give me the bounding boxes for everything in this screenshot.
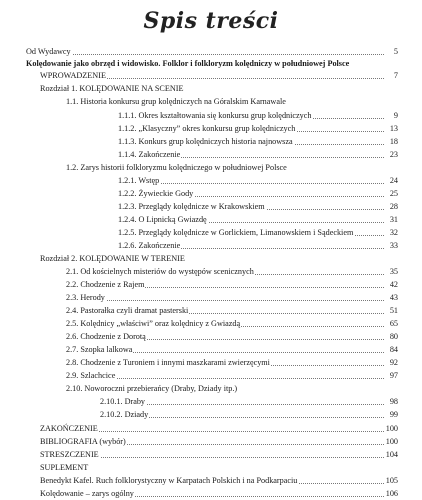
toc-entry-page: 5 bbox=[393, 47, 398, 56]
dot-leader bbox=[70, 292, 384, 301]
toc-entry-page: 13 bbox=[389, 124, 398, 133]
toc-entry bbox=[0, 162, 398, 173]
toc-entry-title: 1.2.4. O Lipnicką Gwiazdę bbox=[118, 215, 207, 224]
toc-entry-page: 100 bbox=[385, 437, 398, 446]
toc-entry-title: 1.2.2. Żywieckie Gody bbox=[118, 189, 194, 198]
toc-entry bbox=[0, 449, 398, 460]
toc-entry-page: 100 bbox=[385, 424, 398, 433]
toc-entry bbox=[0, 58, 398, 69]
toc-entry-title: Rozdział 2. KOLĘDOWANIE W TERENIE bbox=[40, 254, 185, 263]
toc-entry-page: 98 bbox=[389, 397, 398, 406]
toc-entry bbox=[0, 318, 398, 329]
toc-entry bbox=[0, 292, 398, 303]
toc-entry bbox=[0, 188, 398, 199]
toc-entry-title: WPROWADZENIE bbox=[40, 71, 106, 80]
toc-entry bbox=[0, 96, 398, 107]
toc-entry bbox=[0, 409, 398, 420]
toc-entry bbox=[0, 357, 398, 368]
toc-entry bbox=[0, 436, 398, 447]
dot-leader bbox=[70, 370, 384, 379]
toc-entry-page: 65 bbox=[389, 319, 398, 328]
toc-entry-title: 1.1.2. „Klasyczny” okres konkursu grup kolędniczych bbox=[118, 124, 296, 133]
toc-entry bbox=[0, 136, 398, 147]
toc-entry-page: 18 bbox=[389, 137, 398, 146]
toc-entry-page: 80 bbox=[389, 332, 398, 341]
toc-entry-page: 42 bbox=[389, 280, 398, 289]
toc-entry-title: 1.1.3. Konkurs grup kolędniczych historia najnowsza bbox=[118, 137, 293, 146]
toc-entry bbox=[0, 279, 398, 290]
toc-entry-title: Rozdział 1. KOLĘDOWANIE NA SCENIE bbox=[40, 84, 184, 93]
toc-entry-page: 97 bbox=[389, 371, 398, 380]
toc-entry-title: 2.6. Chodzenie z Dorotą bbox=[66, 332, 146, 341]
toc-entry-page: 35 bbox=[389, 267, 398, 276]
toc-entry bbox=[0, 253, 398, 264]
toc-entry-title: Od Wydawcy bbox=[26, 47, 71, 56]
toc-entry bbox=[0, 396, 398, 407]
toc-entry bbox=[0, 423, 398, 434]
toc-entry bbox=[0, 227, 398, 238]
toc-entry-page: 104 bbox=[385, 450, 398, 459]
toc-entry-page: 51 bbox=[389, 306, 398, 315]
toc-entry-page: 24 bbox=[389, 176, 398, 185]
toc-entry-title: 2.9. Szlachcice bbox=[66, 371, 116, 380]
page-title: Spis treści bbox=[143, 8, 279, 34]
toc-entry-page: 92 bbox=[389, 358, 398, 367]
toc-entry bbox=[0, 305, 398, 316]
toc-entry bbox=[0, 383, 398, 394]
toc-entry-title: STRESZCZENIE bbox=[40, 450, 99, 459]
toc-entry bbox=[0, 110, 398, 121]
toc-entry-page: 23 bbox=[389, 150, 398, 159]
toc-entry-title: Kolędowanie – zarys ogólny bbox=[40, 489, 134, 498]
toc-entry bbox=[0, 70, 398, 81]
toc-entry bbox=[0, 475, 398, 486]
toc-entry-title: 1.2.1. Wstęp bbox=[118, 176, 160, 185]
toc-entry-title: SUPLEMENT bbox=[40, 463, 89, 472]
toc-entry-title: 2.2. Chodzenie z Rajem bbox=[66, 280, 145, 289]
toc-entry bbox=[0, 149, 398, 160]
toc-entry-title: 2.10. Noworoczni przebierańcy (Draby, Dziady itp.) bbox=[66, 384, 238, 393]
toc-entry-title: 1.1.4. Zakończenie bbox=[118, 150, 181, 159]
toc-entry-page: 99 bbox=[389, 410, 398, 419]
toc-entry-page: 43 bbox=[389, 293, 398, 302]
toc-entry bbox=[0, 240, 398, 251]
toc-entry bbox=[0, 488, 398, 499]
toc-entry-title: 2.7. Szopka lalkowa bbox=[66, 345, 133, 354]
toc-entry-title: 2.1. Od kościelnych misteriów do występów scenicznych bbox=[66, 267, 254, 276]
toc-entry bbox=[0, 331, 398, 342]
toc-entry bbox=[0, 46, 398, 57]
toc-entry-page: 31 bbox=[389, 215, 398, 224]
toc-entry-page: 25 bbox=[389, 189, 398, 198]
toc-entry-title: 1.2.6. Zakończenie bbox=[118, 241, 181, 250]
toc-entry-title: 1.1. Historia konkursu grup kolędniczych na Góralskim Karnawale bbox=[66, 97, 286, 106]
toc-entry-page: 106 bbox=[385, 489, 398, 498]
toc-entry bbox=[0, 462, 398, 473]
toc-entry-title: Benedykt Kafel. Ruch folklorystyczny w Karpatach Polskich i na Podkarpaciu bbox=[40, 476, 298, 485]
toc-entry bbox=[0, 214, 398, 225]
toc-entry-title: 2.10.1. Draby bbox=[100, 397, 146, 406]
dot-leader bbox=[30, 46, 384, 55]
toc-entry bbox=[0, 123, 398, 134]
toc-entry bbox=[0, 344, 398, 355]
toc-entry-title: 1.1.1. Okres kształtowania się konkursu grup kolędniczych bbox=[118, 111, 312, 120]
toc-entry-title: 2.4. Pastorałka czyli dramat pasterski bbox=[66, 306, 189, 315]
toc-entry bbox=[0, 201, 398, 212]
toc-entry-title: 2.8. Chodzenie z Turoniem i innymi maszkarami zwierzęcymi bbox=[66, 358, 270, 367]
toc-entry-page: 9 bbox=[393, 111, 398, 120]
toc-entry bbox=[0, 370, 398, 381]
toc-entry-title: 2.3. Herody bbox=[66, 293, 105, 302]
toc-entry-title: 2.5. Kolędnicy „właściwi” oraz kolędnicy z Gwiazdą bbox=[66, 319, 241, 328]
toc-entry-page: 28 bbox=[389, 202, 398, 211]
toc-entry-title: 1.2.3. Przeglądy kolędnicze w Krakowskiem bbox=[118, 202, 265, 211]
toc-entry bbox=[0, 175, 398, 186]
toc-entry-page: 105 bbox=[385, 476, 398, 485]
toc-entry bbox=[0, 83, 398, 94]
toc-entry-page: 32 bbox=[389, 228, 398, 237]
dot-leader bbox=[122, 175, 384, 184]
toc-entry-title: ZAKOŃCZENIE bbox=[40, 424, 98, 433]
toc-entry-page: 7 bbox=[393, 71, 398, 80]
toc-entry-title: 1.2. Zarys historii folkloryzmu kolędniczego w południowej Polsce bbox=[66, 163, 287, 172]
toc-entry-title: 1.2.5. Przeglądy kolędnicze w Gorlickiem, Limanowskiem i Sądeckiem bbox=[118, 228, 354, 237]
toc-entry-title: BIBLIOGRAFIA (wybór) bbox=[40, 437, 126, 446]
toc-entry bbox=[0, 266, 398, 277]
toc-entry-title: Kolędowanie jako obrzęd i widowisko. Folklor i folkloryzm kolędniczy w południowej Polsce bbox=[26, 59, 350, 68]
toc-entry-title: 2.10.2. Dziady bbox=[100, 410, 149, 419]
toc-entry-page: 33 bbox=[389, 241, 398, 250]
toc-entry-page: 84 bbox=[389, 345, 398, 354]
